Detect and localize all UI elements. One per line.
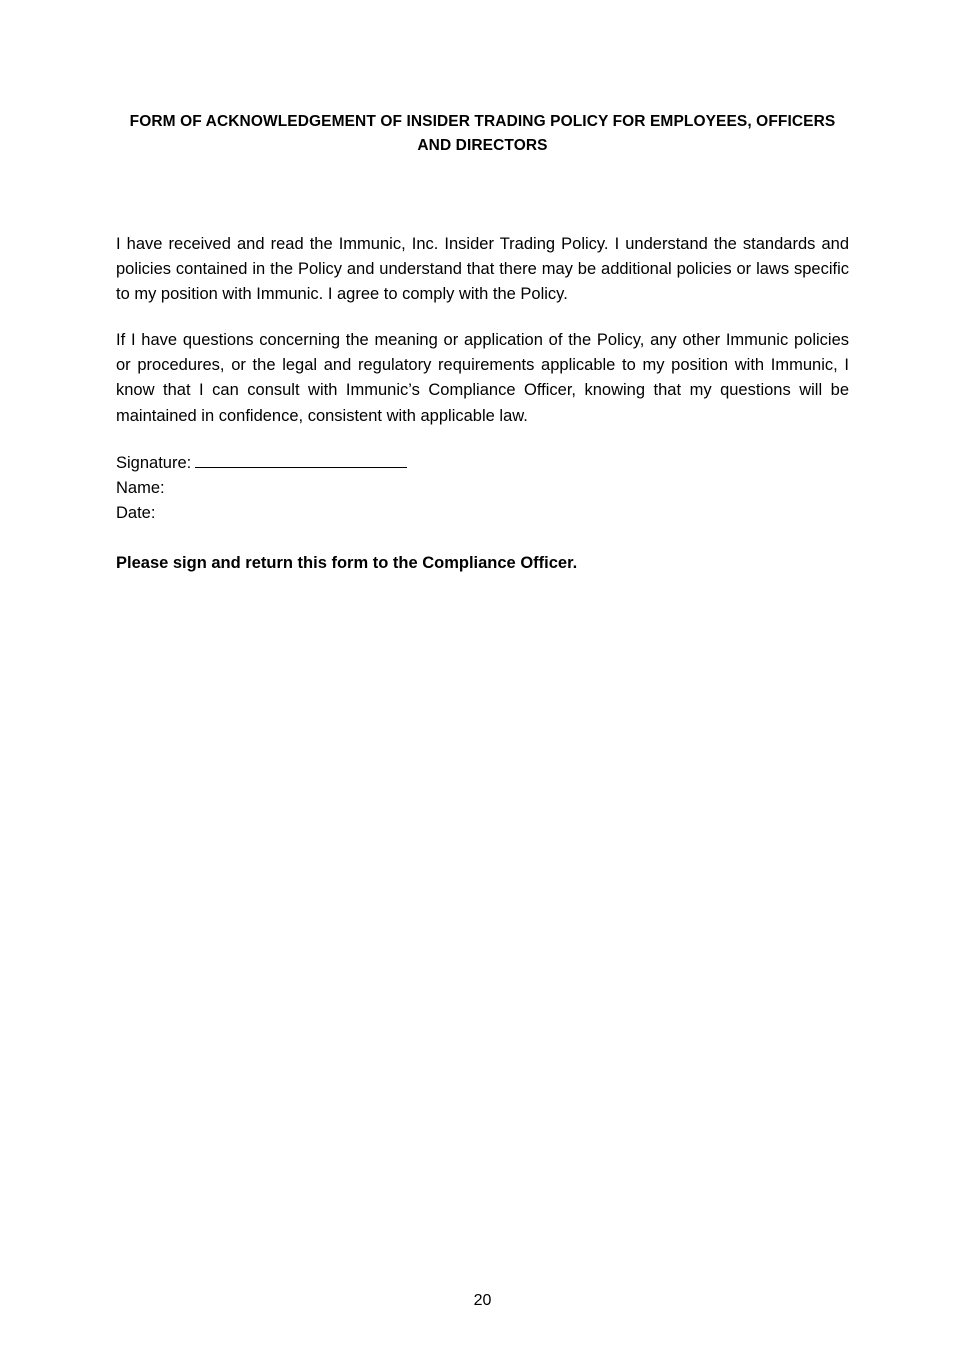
date-label: Date: xyxy=(116,503,156,522)
paragraph-questions: If I have questions concerning the meaning or application of the Policy, any other Immunic policies or procedures, or the legal and regulatory requirements applicable to my position with Immunic, I know that I can consult with Immunic’s Compliance Officer, knowing that my questions will be maintained in confidence, consistent with applicable law. xyxy=(116,331,849,425)
date-row xyxy=(116,501,849,526)
signature-block xyxy=(116,451,849,526)
closing-instruction: Please sign and return this form to the Compliance Officer. xyxy=(116,553,578,572)
signature-input[interactable] xyxy=(195,453,407,467)
document-body xyxy=(116,110,849,592)
signature-row xyxy=(116,451,849,476)
signature-label: Signature: xyxy=(116,453,192,472)
paragraph-acknowledgement: I have received and read the Immunic, Inc. Insider Trading Policy. I understand the standards and policies contained in the Policy and understand that there may be additional policies or laws specific to my position with Immunic. I agree to comply with the Policy. xyxy=(116,235,849,304)
page-title: FORM OF ACKNOWLEDGEMENT OF INSIDER TRADING POLICY FOR EMPLOYEES, OFFICERS AND DIRECTORS xyxy=(129,113,836,155)
page-number: 20 xyxy=(473,1292,492,1309)
name-row xyxy=(116,476,849,501)
name-label: Name: xyxy=(116,478,165,497)
